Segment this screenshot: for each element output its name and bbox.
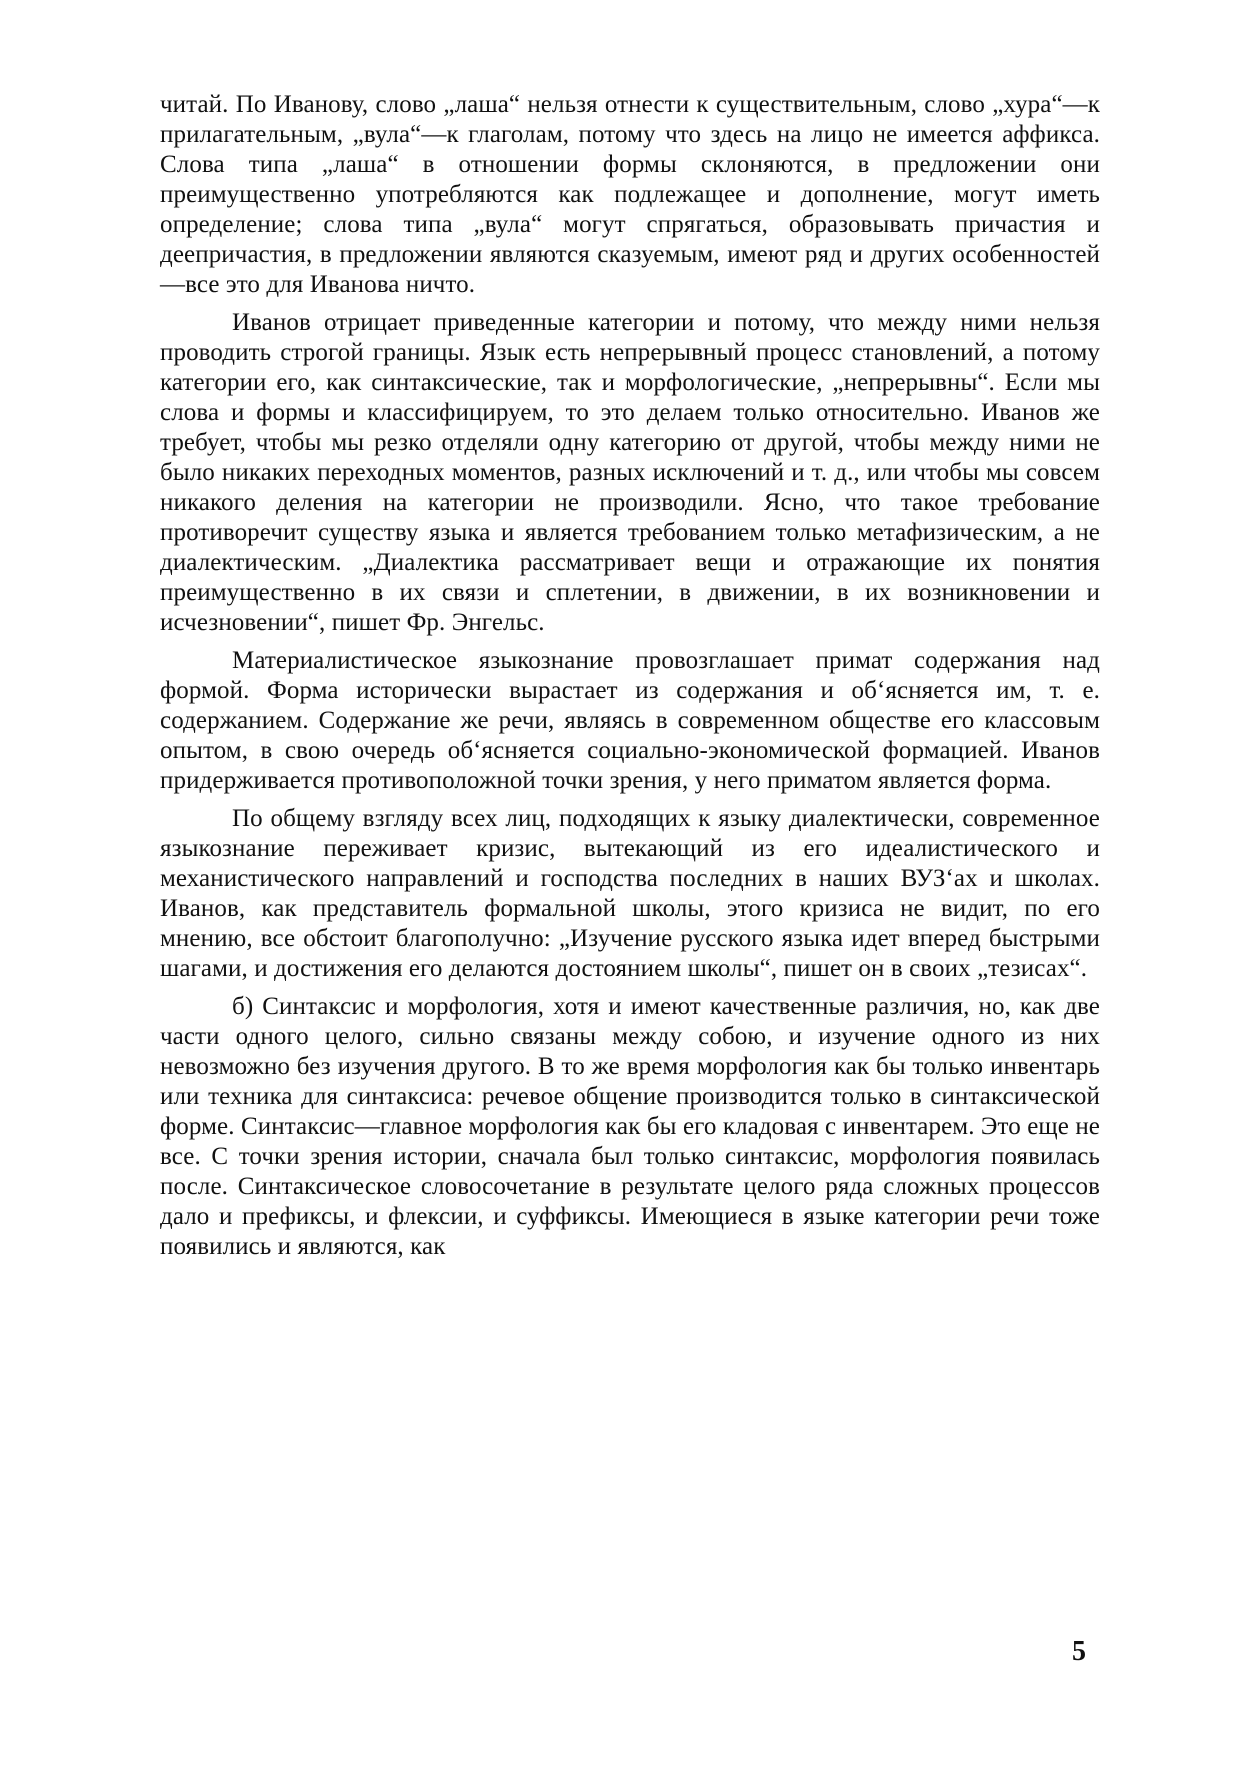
paragraph-4: По общему взгляду всех лиц, подходящих к языку диалектически, современное языкознание переживает кризис, вытекающий из его идеалистического и механистического направлений и господства последних в наших ВУЗ‘ах и школах. Иванов, как представитель формальной школы, этого кризиса не видит, по его мнению, все обстоит благополучно: „Изучение русского языка идет вперед быстрыми шагами, и достижения его делаются достоянием школы“, пишет он в своих „тезисах“.: [160, 805, 1100, 982]
paragraph-2: Иванов отрицает приведенные категории и потому, что между ними нельзя проводить строгой границы. Язык есть непрерывный процесс становлений, а потому категории его, как синтаксические, так и морфологические, „непрерывны“. Если мы слова и формы и классифицируем, то это делаем только относительно. Иванов же требует, чтобы мы резко отделяли одну категорию от другой, чтобы между ними не было никаких переходных моментов, разных исключений и т. д., или чтобы мы совсем никакого деления на категории не производили. Ясно, что такое требование противоречит существу языка и является требованием только метафизическим, а не диалектическим. „Диалектика рассматривает вещи и отражающие их понятия преимущественно в их связи и сплетении, в движении, в их возникновении и исчезновении“, пишет Фр. Энгельс.: [160, 309, 1100, 636]
paragraph-5: б) Синтаксис и морфология, хотя и имеют качественные различия, но, как две части одного целого, сильно связаны между собою, и изучение одного из них невозможно без изучения другого. В то же время морфология как бы только инвентарь или техника для синтаксиса: речевое общение производится только в синтаксической форме. Синтаксис—главное морфология как бы его кладовая с инвентарем. Это еще не все. С точки зрения истории, сначала был только синтаксис, морфология появилась после. Синтаксическое словосочетание в результате целого ряда сложных процессов дало и префиксы, и флексии, и суффиксы. Имеющиеся в языке категории речи тоже появились и являются, как: [160, 993, 1100, 1260]
page-number: 5: [1072, 1636, 1086, 1667]
page-body: [160, 90, 1100, 1270]
paragraph-3: Материалистическое языкознание провозглашает примат содержания над формой. Форма исторически вырастает из содержания и об‘ясняется им, т. е. содержанием. Содержание же речи, являясь в современном обществе его классовым опытом, в свою очередь об‘ясняется социально-экономической формацией. Иванов придерживается противоположной точки зрения, у него приматом является форма.: [160, 647, 1100, 794]
paragraph-1: читай. По Иванову, слово „лаша“ нельзя отнести к существительным, слово „хура“—к прилагательным, „вула“—к глаголам, потому что здесь на лицо не имеется аффикса. Слова типа „лаша“ в отношении формы склоняются, в предложении они преимущественно употребляются как подлежащее и дополнение, могут иметь определение; слова типа „вула“ могут спрягаться, образовывать причастия и деепричастия, в предложении являются сказуемым, имеют ряд и других особенностей—все это для Иванова ничто.: [160, 91, 1100, 298]
